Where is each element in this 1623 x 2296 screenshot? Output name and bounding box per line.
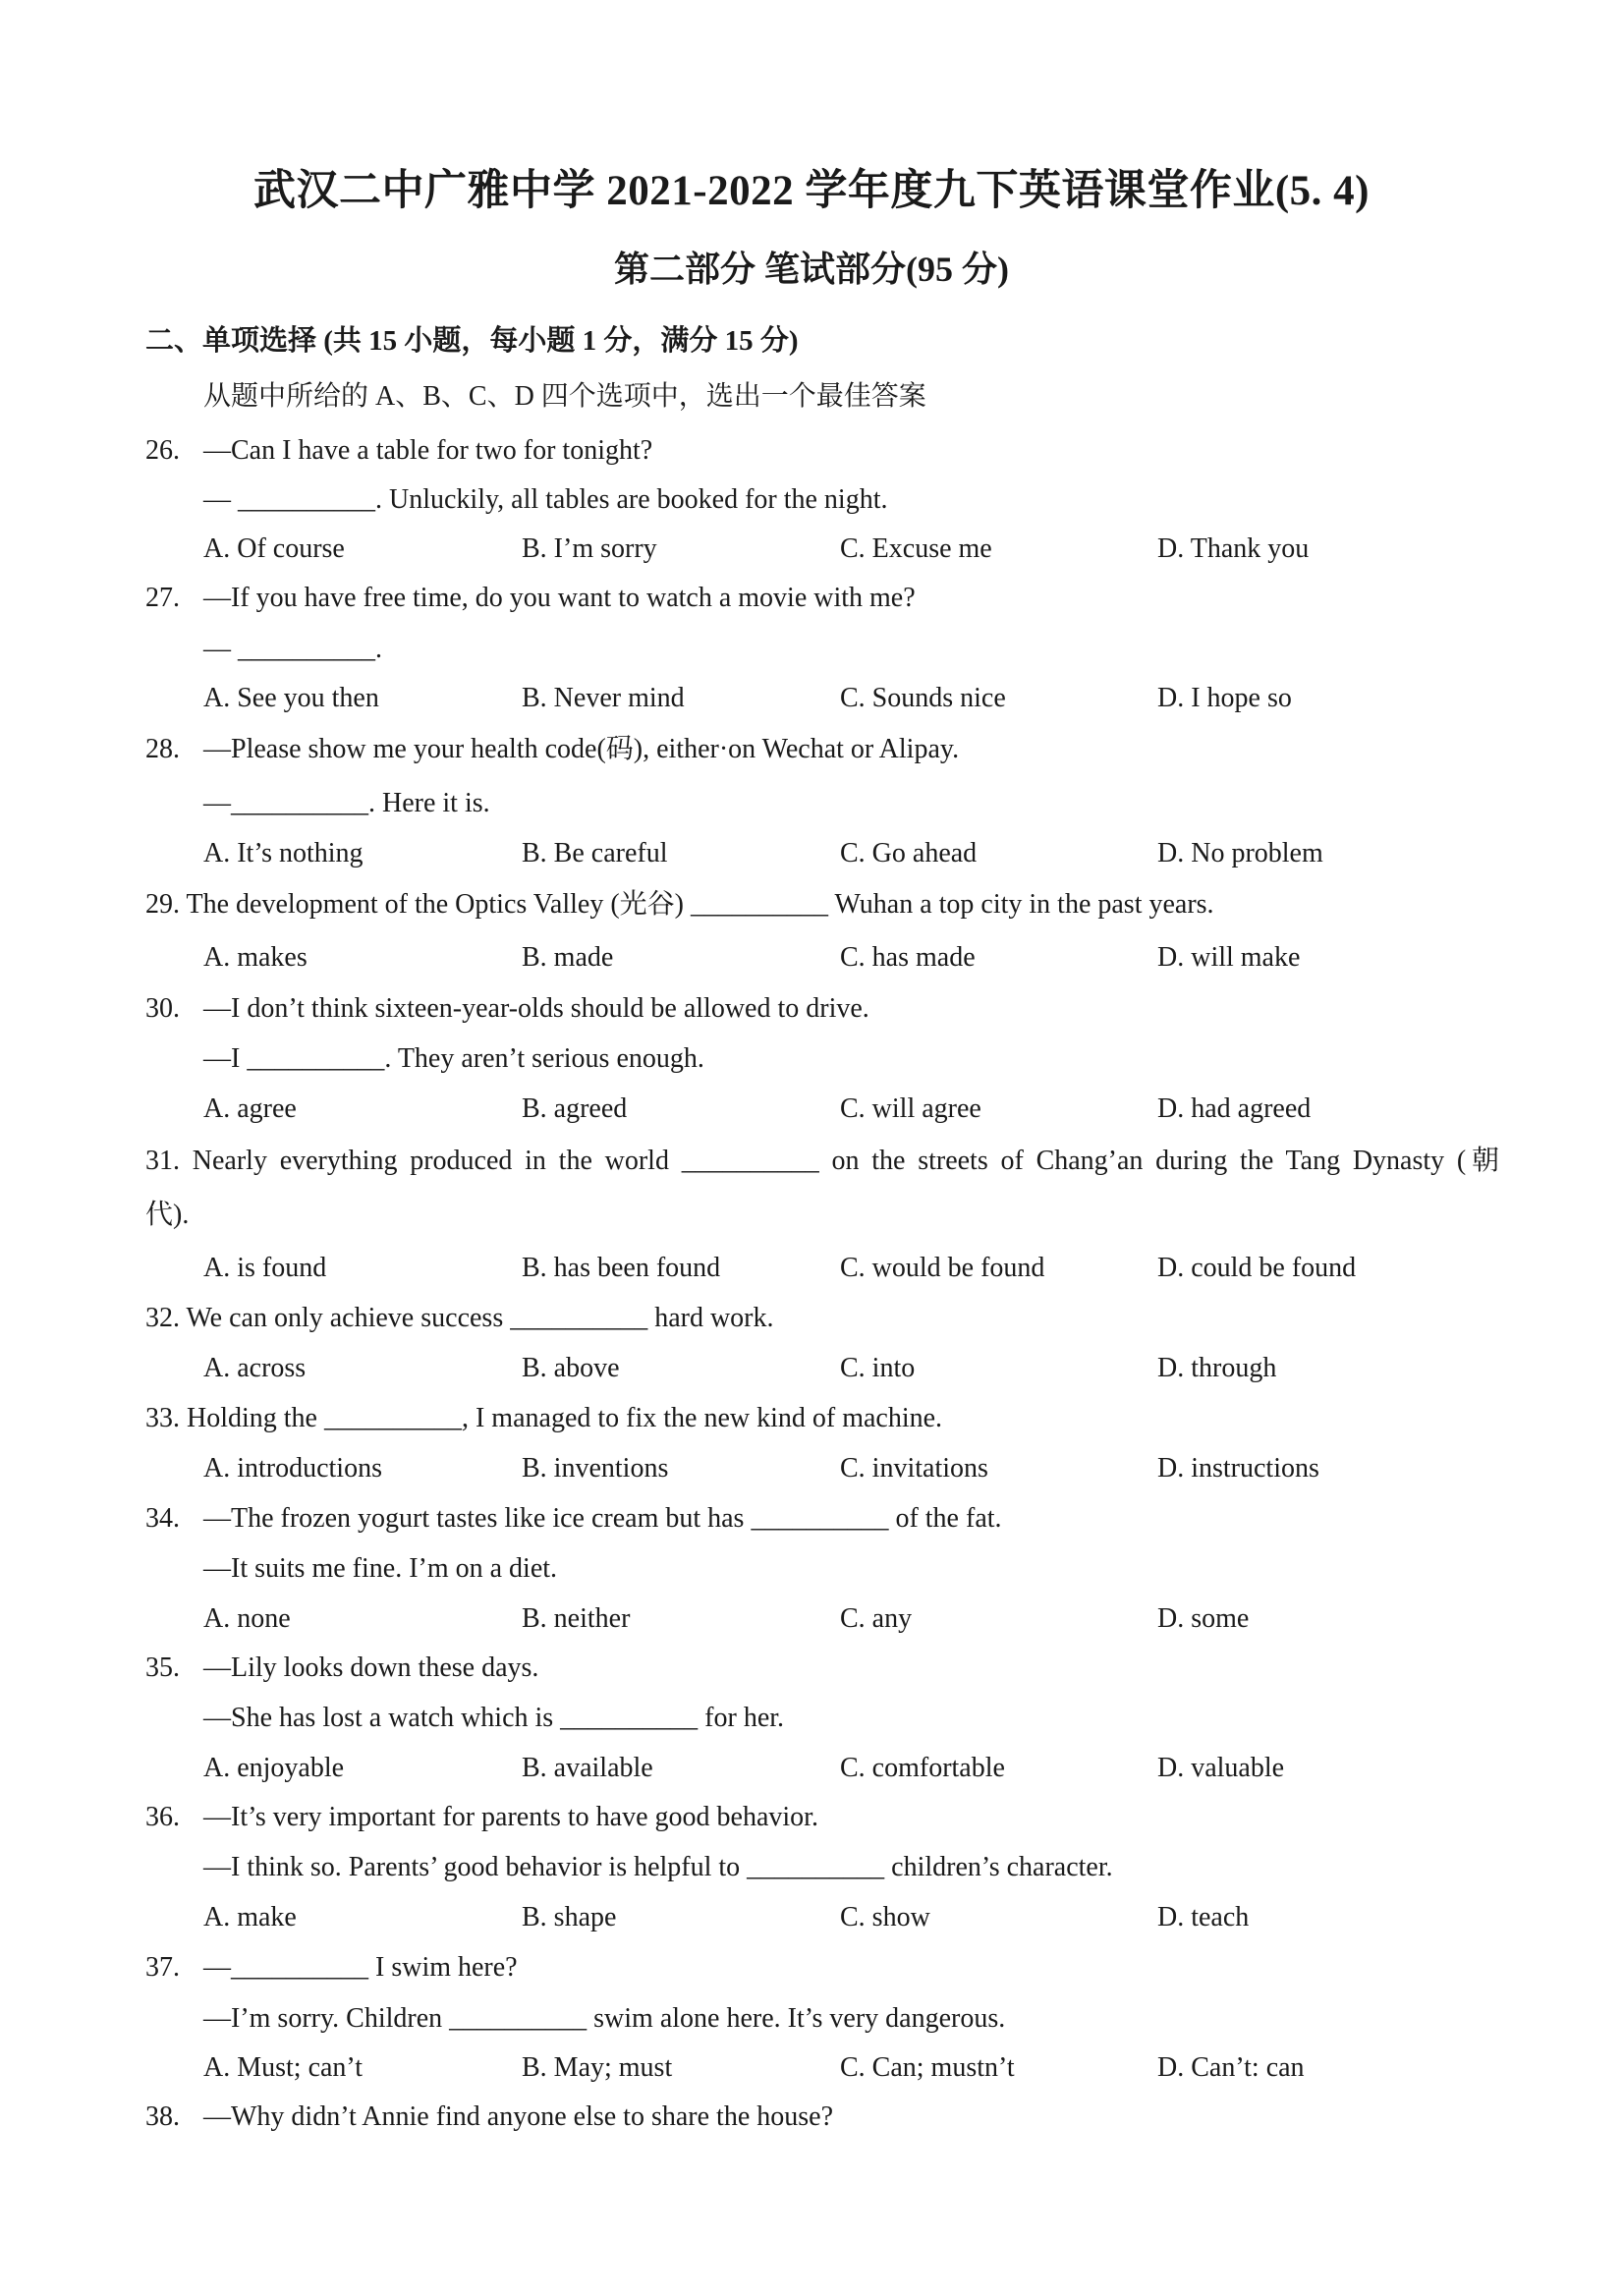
section-heading: 二、单项选择 (共 15 小题，每小题 1 分，满分 15 分) — [145, 325, 799, 357]
option-d: D. will make — [1157, 942, 1301, 973]
question-number: 27. — [145, 583, 180, 613]
option-a: A. It’s nothing — [203, 838, 364, 868]
option-c: C. Can; mustn’t — [840, 2052, 1015, 2083]
option-c: C. would be found — [840, 1253, 1045, 1283]
option-d: D. had agreed — [1157, 1093, 1312, 1124]
question-stem: —I think so. Parents’ good behavior is helpful to __________ children’s character. — [203, 1852, 1113, 1882]
option-c: C. into — [840, 1353, 916, 1383]
question-number: 31. — [145, 1146, 180, 1176]
question-stem: —I’m sorry. Children __________ swim alone here. It’s very dangerous. — [203, 2003, 1006, 2034]
question-stem: —__________ I swim here? — [203, 1952, 518, 1983]
question-number: 30. — [145, 993, 180, 1024]
question-number: 34. — [145, 1503, 180, 1534]
option-c: C. Excuse me — [840, 533, 992, 564]
option-b: B. Be careful — [522, 838, 668, 868]
option-b: B. neither — [522, 1603, 631, 1634]
section-instruction: 从题中所给的 A、B、C、D 四个选项中，选出一个最佳答案 — [203, 381, 926, 412]
question-number: 38. — [145, 2101, 180, 2132]
option-a: A. enjoyable — [203, 1753, 345, 1783]
question-stem: —Lily looks down these days. — [203, 1652, 539, 1683]
page-title: 武汉二中广雅中学 2021-2022 学年度九下英语课堂作业(5. 4) — [253, 168, 1370, 214]
question-stem: —The frozen yogurt tastes like ice cream but has __________ of the fat. — [203, 1503, 1002, 1534]
option-a: A. is found — [203, 1253, 327, 1283]
option-d: D. could be found — [1157, 1253, 1357, 1283]
question-stem: —Why didn’t Annie find anyone else to share the house? — [203, 2101, 833, 2132]
question-stem: —If you have free time, do you want to watch a movie with me? — [203, 583, 916, 613]
option-a: A. Of course — [203, 533, 345, 564]
option-b: B. shape — [522, 1902, 617, 1932]
option-a: A. agree — [203, 1093, 297, 1124]
option-b: B. inventions — [522, 1453, 669, 1484]
question-number: 36. — [145, 1802, 180, 1832]
question-number: 32. — [145, 1303, 180, 1333]
option-c: C. Go ahead — [840, 838, 978, 868]
question-stem: —I __________. They aren’t serious enough. — [203, 1043, 704, 1074]
option-d: D. Can’t: can — [1157, 2052, 1305, 2083]
option-b: B. above — [522, 1353, 620, 1383]
question-number: 37. — [145, 1952, 180, 1983]
option-c: C. comfortable — [840, 1753, 1005, 1783]
question-number: 28. — [145, 734, 180, 764]
question-stem: —Can I have a table for two for tonight? — [203, 435, 653, 466]
option-a: A. makes — [203, 942, 308, 973]
question-stem: We can only achieve success __________ hard work. — [186, 1303, 774, 1333]
option-c: C. invitations — [840, 1453, 988, 1484]
question-stem: —__________. Here it is. — [203, 788, 490, 818]
question-stem: Holding the __________, I managed to fix the new kind of machine. — [187, 1403, 943, 1433]
option-d: D. No problem — [1157, 838, 1323, 868]
question-stem: The development of the Optics Valley (光谷) __________ Wuhan a top city in the past years. — [186, 889, 1214, 920]
question-stem: 代). — [145, 1200, 190, 1230]
question-stem: —It suits me fine. I’m on a diet. — [203, 1553, 558, 1584]
question-stem: — __________. — [203, 634, 382, 664]
option-c: C. show — [840, 1902, 930, 1932]
option-d: D. Thank you — [1157, 533, 1310, 564]
question-stem: —I don’t think sixteen-year-olds should be allowed to drive. — [203, 993, 869, 1024]
option-b: B. May; must — [522, 2052, 673, 2083]
question-stem: —She has lost a watch which is __________ for her. — [203, 1703, 785, 1733]
question-number: 35. — [145, 1652, 180, 1683]
option-a: A. Must; can’t — [203, 2052, 364, 2083]
option-d: D. I hope so — [1157, 683, 1292, 713]
option-d: D. valuable — [1157, 1753, 1285, 1783]
option-c: C. any — [840, 1603, 913, 1634]
option-b: B. made — [522, 942, 614, 973]
question-stem: —It’s very important for parents to have good behavior. — [203, 1802, 818, 1832]
page-subtitle: 第二部分 笔试部分(95 分) — [614, 250, 1009, 289]
question-number: 29. — [145, 889, 180, 920]
option-a: A. See you then — [203, 683, 379, 713]
option-d: D. through — [1157, 1353, 1277, 1383]
option-b: B. I’m sorry — [522, 533, 657, 564]
option-b: B. Never mind — [522, 683, 685, 713]
option-a: A. introductions — [203, 1453, 382, 1484]
option-b: B. agreed — [522, 1093, 628, 1124]
option-d: D. teach — [1157, 1902, 1250, 1932]
option-d: D. some — [1157, 1603, 1250, 1634]
question-stem: — __________. Unluckily, all tables are booked for the night. — [203, 484, 888, 515]
option-d: D. instructions — [1157, 1453, 1319, 1484]
option-b: B. has been found — [522, 1253, 721, 1283]
question-number: 33. — [145, 1403, 180, 1433]
option-c: C. Sounds nice — [840, 683, 1006, 713]
option-c: C. has made — [840, 942, 976, 973]
question-stem: 31. Nearly everything produced in the world __________ on the streets of Chang’an during the Tang Dynasty (朝 — [145, 1146, 1500, 1176]
option-a: A. make — [203, 1902, 297, 1932]
option-b: B. available — [522, 1753, 653, 1783]
option-a: A. none — [203, 1603, 291, 1634]
option-a: A. across — [203, 1353, 307, 1383]
question-number: 26. — [145, 435, 180, 466]
option-c: C. will agree — [840, 1093, 981, 1124]
question-stem: —Please show me your health code(码), either·on Wechat or Alipay. — [203, 734, 960, 764]
